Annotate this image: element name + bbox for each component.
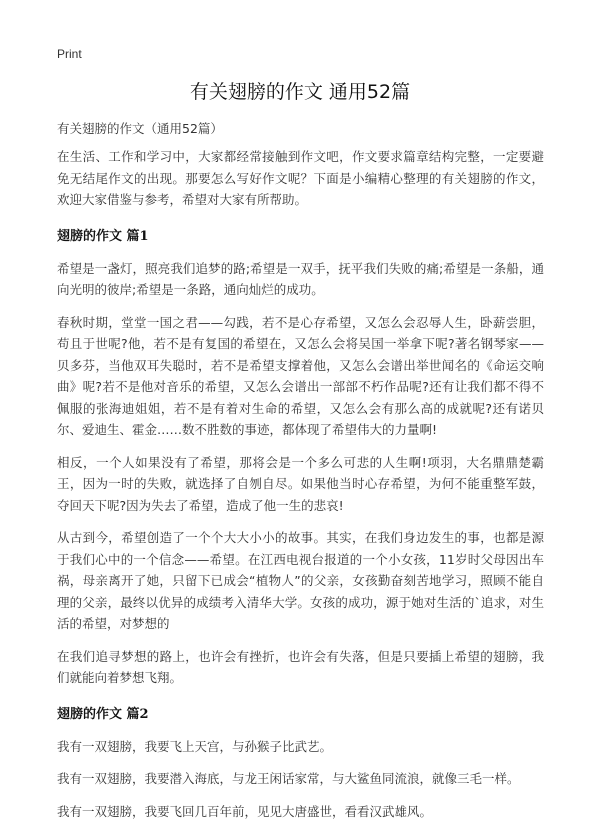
section-1-paragraph-3: 相反，一个人如果没有了希望，那将会是一个多么可悲的人生啊!项羽，大名鼎鼎楚霸王，因为一时的失败，就选择了自刎自尽。如果他当时心存希望，为何不能重整军鼓，夺回天下呢?因为失去了希望，造成了他一生的悲哀! xyxy=(57,454,544,513)
section-1-paragraph-1: 希望是一盏灯，照亮我们追梦的路;希望是一双手，抚平我们失败的痛;希望是一条船，通向光明的彼岸;希望是一条路，通向灿烂的成功。 xyxy=(57,260,544,297)
section-2-paragraph-1: 我有一双翅膀，我要飞上天宫，与孙猴子比武艺。 xyxy=(57,738,333,754)
section-heading-2: 翅膀的作文 篇2 xyxy=(57,706,149,722)
print-label[interactable]: Print xyxy=(57,47,82,61)
article-subtitle: 有关翅膀的作文（通用52篇） xyxy=(57,121,223,136)
intro-paragraph: 在生活、工作和学习中，大家都经常接触到作文吧，作文要求篇章结构完整，一定要避免无结尾作文的出现。那要怎么写好作文呢？下面是小编精心整理的有关翅膀的作文，欢迎大家借鉴与参考，希望对大家有所帮助。 xyxy=(57,149,544,207)
section-2-paragraph-3: 我有一双翅膀，我要飞回几百年前，见见大唐盛世，看看汉武雄风。 xyxy=(57,803,433,819)
section-1-paragraph-2: 春秋时期，堂堂一国之君——勾践，若不是心存希望，又怎么会忍辱人生，卧薪尝胆，苟且于世呢?他，若不是有复国的希望在，又怎么会将吴国一举拿下呢?著名钢琴家——贝多芬，当他双耳失聪时，若不是希望支撑着他，又怎么会谱出举世闻名的《命运交响曲》呢?若不是他对音乐的希望，又怎么会谱出一部部不朽作品呢?还有让我们都不得不佩服的张海迪姐姐，若不是有着对生命的希望，又怎么会有那么高的成就呢?还有诺贝尔、爱迪生、霍金……数不胜数的事迹，都体现了希望伟大的力量啊! xyxy=(57,314,544,437)
section-1-paragraph-5: 在我们追寻梦想的路上，也许会有挫折，也许会有失落，但是只要插上希望的翅膀，我们就能向着梦想飞翔。 xyxy=(57,648,544,685)
page-title: 有关翅膀的作文 通用52篇 xyxy=(189,81,411,103)
section-1-paragraph-4: 从古到今，希望创造了一个个大大小小的故事。其实，在我们身边发生的事，也都是源于我们心中的一个信念——希望。在江西电视台报道的一个小女孩，11岁时父母因出车祸，母亲离开了她，只留下已成会“植物人”的父亲，女孩勤奋刻苦地学习，照顾不能自理的父亲，最终以优异的成绩考入清华大学。女孩的成功，源于她对生活的`追求，对生活的希望，对梦想的 xyxy=(57,530,544,631)
section-2-paragraph-2: 我有一双翅膀，我要潜入海底，与龙王闲话家常，与大鲨鱼同流浪，就像三毛一样。 xyxy=(57,771,520,786)
section-heading-1: 翅膀的作文 篇1 xyxy=(57,228,149,244)
article-body xyxy=(57,118,544,833)
